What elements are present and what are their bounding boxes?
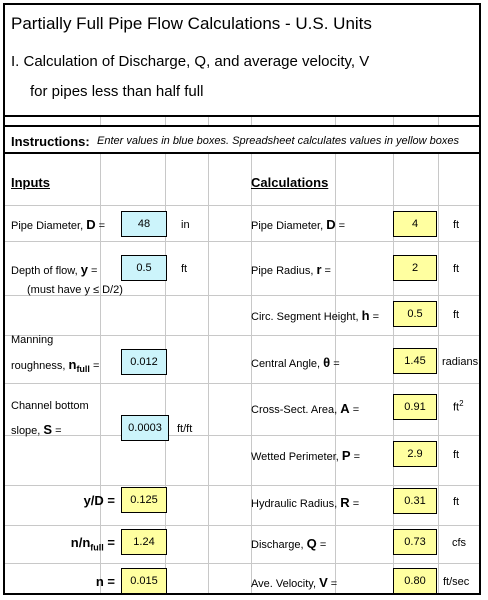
pipe-diameter-input[interactable]: 48 — [121, 211, 167, 237]
gridline — [5, 383, 479, 384]
discharge-label: Discharge, Q = — [251, 536, 327, 551]
ave-velocity-unit: ft/sec — [443, 576, 470, 588]
gridline — [5, 485, 479, 486]
central-angle-value: 1.45 — [393, 348, 437, 374]
hydraulic-radius-value: 0.31 — [393, 488, 437, 514]
channel-slope-unit: ft/ft — [177, 423, 193, 435]
slope-label-line1: Channel bottom — [11, 400, 89, 412]
manning-roughness-input[interactable]: 0.012 — [121, 349, 167, 375]
subtitle-line1: I. Calculation of Discharge, Q, and average velocity, V — [11, 53, 370, 70]
wetted-perimeter-value: 2.9 — [393, 441, 437, 467]
instructions-bar — [5, 125, 479, 154]
y-over-d-value: 0.125 — [121, 487, 167, 513]
pipe-radius-unit: ft — [453, 263, 460, 275]
calculations-heading: Calculations — [251, 175, 329, 190]
pipe-diameter-input-label: Pipe Diameter, D = — [11, 217, 106, 232]
ave-velocity-label: Ave. Velocity, V = — [251, 575, 338, 590]
pipe-radius-label: Pipe Radius, r = — [251, 262, 331, 277]
calc-pipe-diameter-value: 4 — [393, 211, 437, 237]
gridline — [5, 563, 479, 564]
cross-sect-area-unit: $ft^2$ — [453, 399, 464, 414]
n-label: n = — [95, 574, 115, 589]
central-angle-label: Central Angle, θ = — [251, 355, 340, 370]
channel-slope-input[interactable]: 0.0003 — [121, 415, 169, 441]
n-over-nfull-label: $n/n_{full}$ = — [70, 535, 115, 553]
y-over-d-label: y/D = — [83, 493, 115, 508]
wetted-perimeter-unit: ft — [453, 449, 460, 461]
cross-sect-area-value: 0.91 — [393, 394, 437, 420]
discharge-unit: cfs — [452, 537, 467, 549]
n-over-nfull-value: 1.24 — [121, 529, 167, 555]
gridline — [5, 435, 479, 436]
depth-of-flow-unit: ft — [181, 263, 188, 275]
segment-height-unit: ft — [453, 309, 460, 321]
slope-label-line2: slope, S = — [11, 422, 62, 437]
header-panel — [5, 5, 479, 117]
manning-label-line1: Manning — [11, 334, 54, 346]
inputs-heading: Inputs — [11, 175, 50, 190]
gridline — [5, 205, 479, 206]
page-title: Partially Full Pipe Flow Calculations - U.S. Units — [11, 14, 372, 33]
gridline — [5, 241, 479, 242]
pipe-radius-value: 2 — [393, 255, 437, 281]
instructions-text: Enter values in blue boxes. Spreadsheet calculates values in yellow boxes — [97, 135, 459, 147]
segment-height-value: 0.5 — [393, 301, 437, 327]
hydraulic-radius-label: Hydraulic Radius, R = — [251, 495, 360, 510]
depth-of-flow-note: (must have y ≤ D/2) — [27, 284, 123, 296]
hydraulic-radius-unit: ft — [453, 496, 460, 508]
segment-height-label: Circ. Segment Height, h = — [251, 308, 380, 323]
calc-pipe-diameter-label: Pipe Diameter, D = — [251, 217, 346, 232]
depth-of-flow-input[interactable]: 0.5 — [121, 255, 167, 281]
instructions-label: Instructions: — [11, 134, 90, 149]
ave-velocity-value: 0.80 — [393, 568, 437, 594]
spreadsheet — [3, 3, 481, 595]
wetted-perimeter-label: Wetted Perimeter, P = — [251, 448, 361, 463]
pipe-diameter-input-unit: in — [181, 219, 190, 231]
n-value: 0.015 — [121, 568, 167, 594]
gridline — [5, 335, 479, 336]
calc-pipe-diameter-unit: ft — [453, 219, 460, 231]
manning-label-line2: roughness, $n_{full}$ = — [11, 357, 100, 375]
depth-of-flow-label: Depth of flow, y = — [11, 262, 98, 277]
discharge-value: 0.73 — [393, 529, 437, 555]
central-angle-unit: radians — [442, 356, 479, 368]
gridline — [5, 525, 479, 526]
subtitle-line2: for pipes less than half full — [30, 83, 204, 100]
cross-sect-area-label: Cross-Sect. Area, A = — [251, 401, 360, 416]
